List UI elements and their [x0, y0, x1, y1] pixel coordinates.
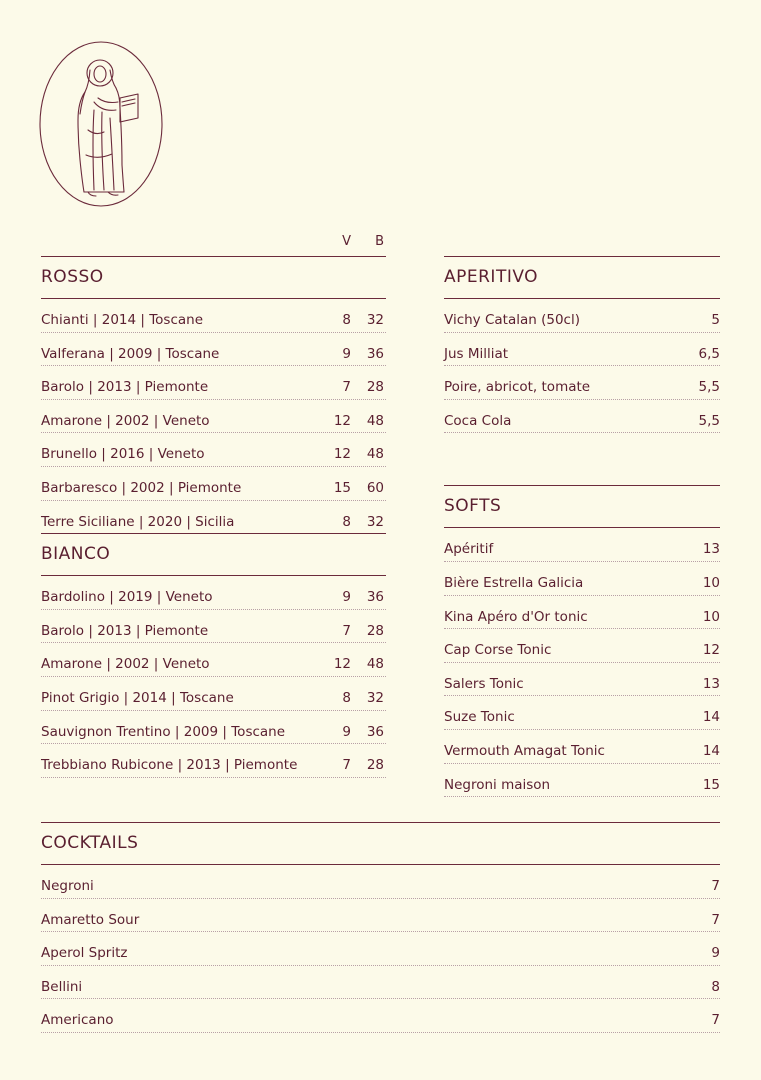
section-title-bianco: BIANCO — [41, 534, 386, 576]
menu-item — [41, 299, 386, 333]
glass-price-header: V — [342, 234, 351, 249]
item-name: Vermouth Amagat Tonic — [444, 742, 605, 759]
bottle-price: 60 — [366, 479, 384, 496]
item-name: Coca Cola — [444, 412, 512, 429]
item-name: Barbaresco | 2002 | Piemonte — [41, 479, 242, 496]
glass-price: 8 — [342, 689, 351, 706]
section-title-aperitivo: APERITIVO — [444, 257, 720, 299]
menu-item — [41, 744, 386, 778]
bottle-price: 36 — [366, 723, 384, 740]
aperitivo-list — [444, 299, 720, 433]
item-name: Jus Milliat — [444, 345, 509, 362]
item-name: Bellini — [41, 978, 83, 995]
menu-item — [444, 663, 720, 697]
menu-item — [444, 299, 720, 333]
item-name: Valferana | 2009 | Toscane — [41, 345, 220, 362]
item-name: Negroni — [41, 878, 94, 894]
column-rule — [444, 228, 720, 257]
menu-item — [444, 562, 720, 596]
price-column-header — [41, 228, 386, 257]
menu-item — [444, 366, 720, 400]
bottle-price: 48 — [366, 412, 384, 429]
glass-price: 12 — [333, 446, 351, 463]
cocktails-section — [41, 822, 720, 1033]
item-name: Suze Tonic — [444, 709, 515, 726]
bottle-price: 32 — [366, 513, 384, 530]
item-price: 10 — [702, 574, 720, 591]
item-name: Trebbiano Rubicone | 2013 | Piemonte — [41, 757, 298, 774]
bottle-price: 32 — [366, 312, 384, 328]
menu-item — [41, 711, 386, 745]
bottle-price: 48 — [366, 446, 384, 463]
menu-item — [41, 899, 720, 933]
item-price: 14 — [702, 709, 720, 726]
item-price: 14 — [702, 742, 720, 759]
section-title-cocktails: COCKTAILS — [41, 822, 720, 865]
softs-list — [444, 528, 720, 797]
item-price: 10 — [702, 608, 720, 625]
item-name: Bière Estrella Galicia — [444, 574, 584, 591]
rosso-list — [41, 299, 386, 534]
bottle-price: 48 — [366, 656, 384, 673]
item-name: Terre Siciliane | 2020 | Sicilia — [41, 513, 235, 530]
item-price: 6,5 — [698, 345, 720, 362]
menu-item — [41, 433, 386, 467]
item-name: Pinot Grigio | 2014 | Toscane — [41, 689, 234, 706]
glass-price: 7 — [342, 622, 351, 639]
menu-item — [41, 932, 720, 966]
glass-price: 9 — [342, 589, 351, 606]
item-name: Brunello | 2016 | Veneto — [41, 446, 205, 463]
saint-holding-book-icon — [38, 40, 164, 208]
bottle-price: 28 — [366, 757, 384, 774]
bottle-price: 28 — [366, 379, 384, 396]
menu-item — [41, 576, 386, 610]
item-price: 7 — [711, 911, 720, 928]
item-price: 13 — [702, 541, 720, 558]
menu-item — [41, 400, 386, 434]
item-name: Chianti | 2014 | Toscane — [41, 312, 204, 328]
item-price: 7 — [711, 1012, 720, 1029]
menu-item — [444, 629, 720, 663]
item-price: 13 — [702, 675, 720, 692]
item-name: Barolo | 2013 | Piemonte — [41, 622, 209, 639]
menu-item — [41, 501, 386, 535]
glass-price: 9 — [342, 723, 351, 740]
item-price: 5,5 — [698, 412, 720, 429]
menu-item — [41, 966, 720, 1000]
menu-item — [444, 528, 720, 562]
menu-item — [41, 999, 720, 1033]
item-name: Apéritif — [444, 541, 494, 558]
item-price: 7 — [711, 878, 720, 894]
item-price: 12 — [702, 642, 720, 659]
item-name: Cap Corse Tonic — [444, 642, 552, 659]
item-name: Vichy Catalan (50cl) — [444, 312, 580, 328]
item-name: Sauvignon Trentino | 2009 | Toscane — [41, 723, 286, 740]
wine-column — [41, 228, 386, 778]
item-name: Aperol Spritz — [41, 945, 128, 962]
section-title-rosso: ROSSO — [41, 257, 386, 299]
item-price: 8 — [711, 978, 720, 995]
bianco-list — [41, 576, 386, 778]
menu-item — [444, 596, 720, 630]
bottle-price: 36 — [366, 589, 384, 606]
bottle-price-header: B — [375, 234, 384, 249]
section-title-softs: SOFTS — [444, 485, 720, 528]
menu-item — [41, 643, 386, 677]
glass-price: 8 — [342, 312, 351, 328]
glass-price: 8 — [342, 513, 351, 530]
cocktails-list — [41, 865, 720, 1033]
menu-item — [444, 696, 720, 730]
glass-price: 7 — [342, 379, 351, 396]
item-name: Salers Tonic — [444, 675, 524, 692]
menu-item — [444, 400, 720, 434]
bottle-price: 32 — [366, 689, 384, 706]
item-price: 5,5 — [698, 379, 720, 396]
item-name: Americano — [41, 1012, 114, 1029]
item-name: Negroni maison — [444, 776, 551, 793]
item-price: 9 — [711, 945, 720, 962]
glass-price: 12 — [333, 412, 351, 429]
menu-item — [41, 677, 386, 711]
menu-item — [41, 467, 386, 501]
bottle-price: 28 — [366, 622, 384, 639]
item-name: Bardolino | 2019 | Veneto — [41, 589, 213, 606]
glass-price: 12 — [333, 656, 351, 673]
menu-item — [41, 610, 386, 644]
section-gap — [444, 433, 720, 485]
menu-item — [41, 865, 720, 899]
item-name: Kina Apéro d'Or tonic — [444, 608, 588, 625]
glass-price: 15 — [333, 479, 351, 496]
item-name: Amarone | 2002 | Veneto — [41, 656, 210, 673]
item-price: 5 — [711, 312, 720, 328]
drinks-column — [444, 228, 720, 797]
item-price: 15 — [702, 776, 720, 793]
menu-item — [444, 333, 720, 367]
item-name: Barolo | 2013 | Piemonte — [41, 379, 209, 396]
item-name: Amaretto Sour — [41, 911, 140, 928]
menu-item — [41, 366, 386, 400]
item-name: Amarone | 2002 | Veneto — [41, 412, 210, 429]
glass-price: 9 — [342, 345, 351, 362]
menu-item — [444, 764, 720, 798]
bottle-price: 36 — [366, 345, 384, 362]
menu-item — [41, 333, 386, 367]
menu-item — [444, 730, 720, 764]
item-name: Poire, abricot, tomate — [444, 379, 591, 396]
glass-price: 7 — [342, 757, 351, 774]
